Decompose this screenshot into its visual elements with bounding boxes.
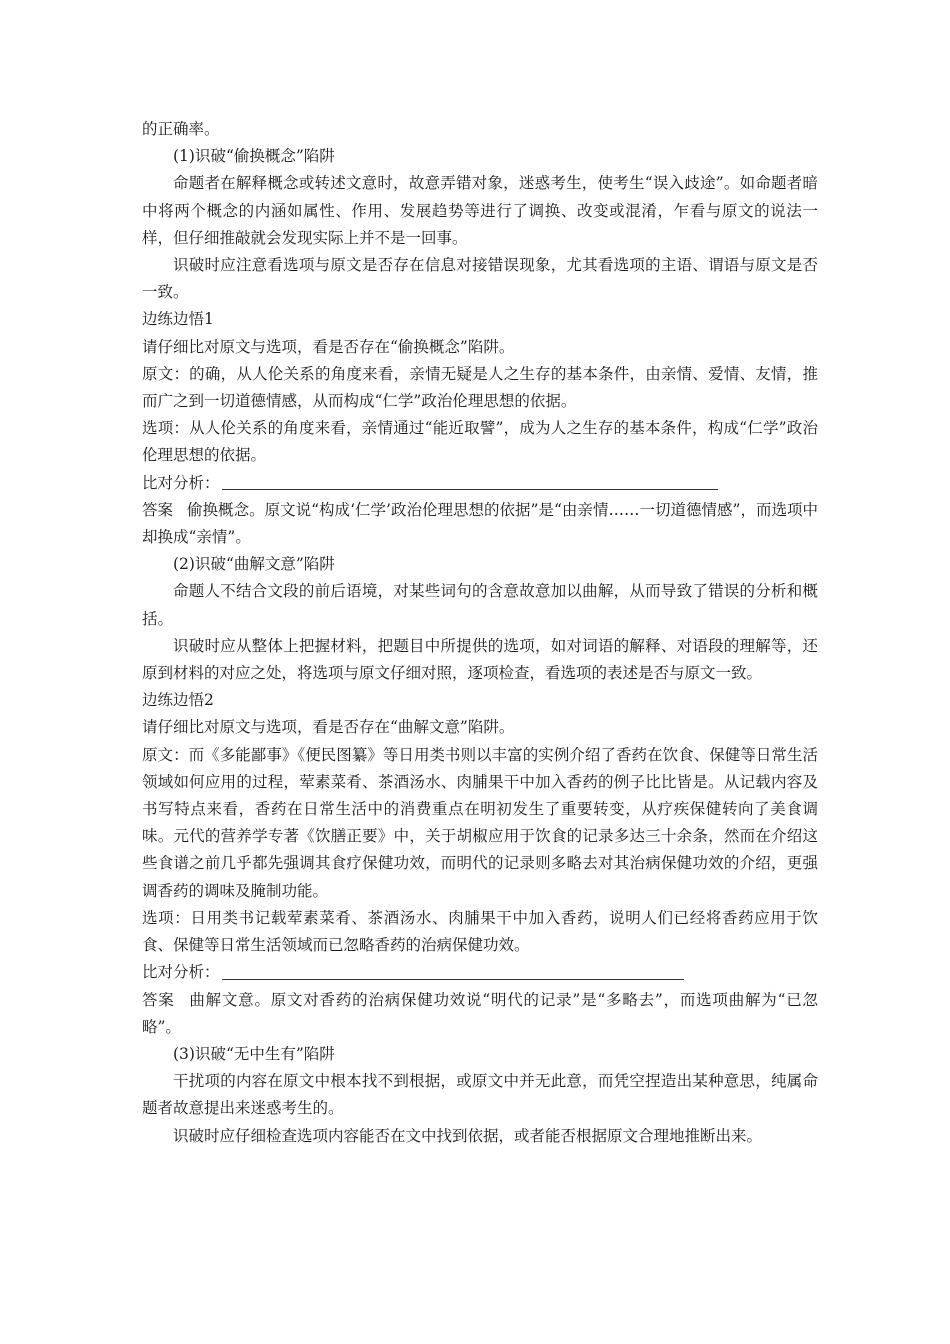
analysis-label-2: 比对分析： (142, 963, 220, 982)
answer-text-1: 偷换概念。原文说“构成‘仁学’政治伦理思想的依据”是“由亲情……一切道德情感”，而选项中却换成“亲情”。 (142, 500, 818, 547)
analysis-row-2 (142, 959, 818, 986)
practice-title-2: 边练边悟2 (142, 691, 214, 710)
section-heading-2: (2)识破“曲解文意”陷阱 (173, 555, 335, 574)
practice-instruction-2: 请仔细比对原文与选项，看是否存在“曲解文意”陷阱。 (142, 718, 515, 737)
paragraph-3: 命题人不结合文段的前后语境，对某些词句的含意故意加以曲解，从而导致了错误的分析和概括。 (142, 582, 818, 628)
analysis-label-1: 比对分析： (142, 473, 220, 492)
analysis-row-1 (142, 470, 818, 497)
answer-blank-1[interactable] (222, 488, 718, 490)
paragraph-4: 识破时应从整体上把握材料，把题目中所提供的选项，如对词语的解释、对语段的理解等，还原到材料的对应之处，将选项与原文仔细对照，逐项检查，看选项的表述是否与原文一致。 (142, 636, 818, 683)
practice-title-1: 边练边悟1 (142, 310, 214, 329)
original-text-2: 原文：而《多能鄙事》《便民图纂》等日用类书则以丰富的实例介绍了香药在饮食、保健等日常生活领域如何应用的过程，荤素菜肴、茶酒汤水、肉脯果干中加入香药的例子比比皆是。从记载内容及书写特点来看，香药在日常生活中的消费重点在明初发生了重要转变，从疗疾保健转向了美食调味。元代的营养学专著《饮膳正要》中，关于胡椒应用于饮食的记录多达三十余条，然而在介绍这些食谱之前几乎都先强调其食疗保健功效，而明代的记录则多略去对其治病保健功效的介绍，更强调香药的调味及腌制功能。 (142, 745, 818, 900)
practice-instruction-1: 请仔细比对原文与选项，看是否存在“偷换概念”陷阱。 (142, 337, 515, 356)
answer-blank-2[interactable] (222, 978, 684, 980)
option-text-1: 选项：从人伦关系的角度来看，亲情通过“能近取譬”，成为人之生存的基本条件，构成“仁学”政治伦理思想的依据。 (142, 419, 818, 465)
section-heading-3: (3)识破“无中生有”陷阱 (173, 1044, 335, 1063)
answer-1 (142, 497, 818, 551)
paragraph-tail: 的正确率。 (142, 120, 220, 138)
original-text-1: 原文：的确，从人伦关系的角度来看，亲情无疑是人之生存的基本条件，由亲情、爱情、友情，推而广之到一切道德情感，从而构成“仁学”政治伦理思想的依据。 (142, 364, 818, 411)
paragraph-6: 识破时应仔细检查选项内容能否在文中找到依据，或者能否根据原文合理地推断出来。 (173, 1126, 763, 1145)
section-heading-1: (1)识破“偷换概念”陷阱 (173, 147, 335, 166)
paragraph-1: 命题者在解释概念或转述文意时，故意弄错对象，迷惑考生，使考生“误入歧途”。如命题者暗中将两个概念的内涵如属性、作用、发展趋势等进行了调换、改变或混淆，乍看与原文的说法一样，但仔细推敲就会发现实际上并不是一回事。 (142, 174, 818, 247)
paragraph-5: 干扰项的内容在原文中根本找不到根据，或原文中并无此意，而凭空捏造出某种意思，纯属命题者故意提出来迷惑考生的。 (142, 1072, 818, 1118)
answer-2 (142, 987, 818, 1041)
document-body (142, 116, 818, 1150)
answer-label-2: 答案 (142, 990, 175, 1009)
paragraph-2: 识破时应注意看选项与原文是否存在信息对接错误现象，尤其看选项的主语、谓语与原文是否一致。 (142, 256, 818, 302)
option-text-2: 选项：日用类书记载荤素菜肴、茶酒汤水、肉脯果干中加入香药，说明人们已经将香药应用于饮食、保健等日常生活领域而已忽略香药的治病保健功效。 (142, 908, 818, 955)
answer-text-2: 曲解文意。原文对香药的治病保健功效说“明代的记录”是“多略去”，而选项曲解为“已忽略”。 (142, 990, 818, 1036)
answer-label-1: 答案 (142, 500, 174, 519)
